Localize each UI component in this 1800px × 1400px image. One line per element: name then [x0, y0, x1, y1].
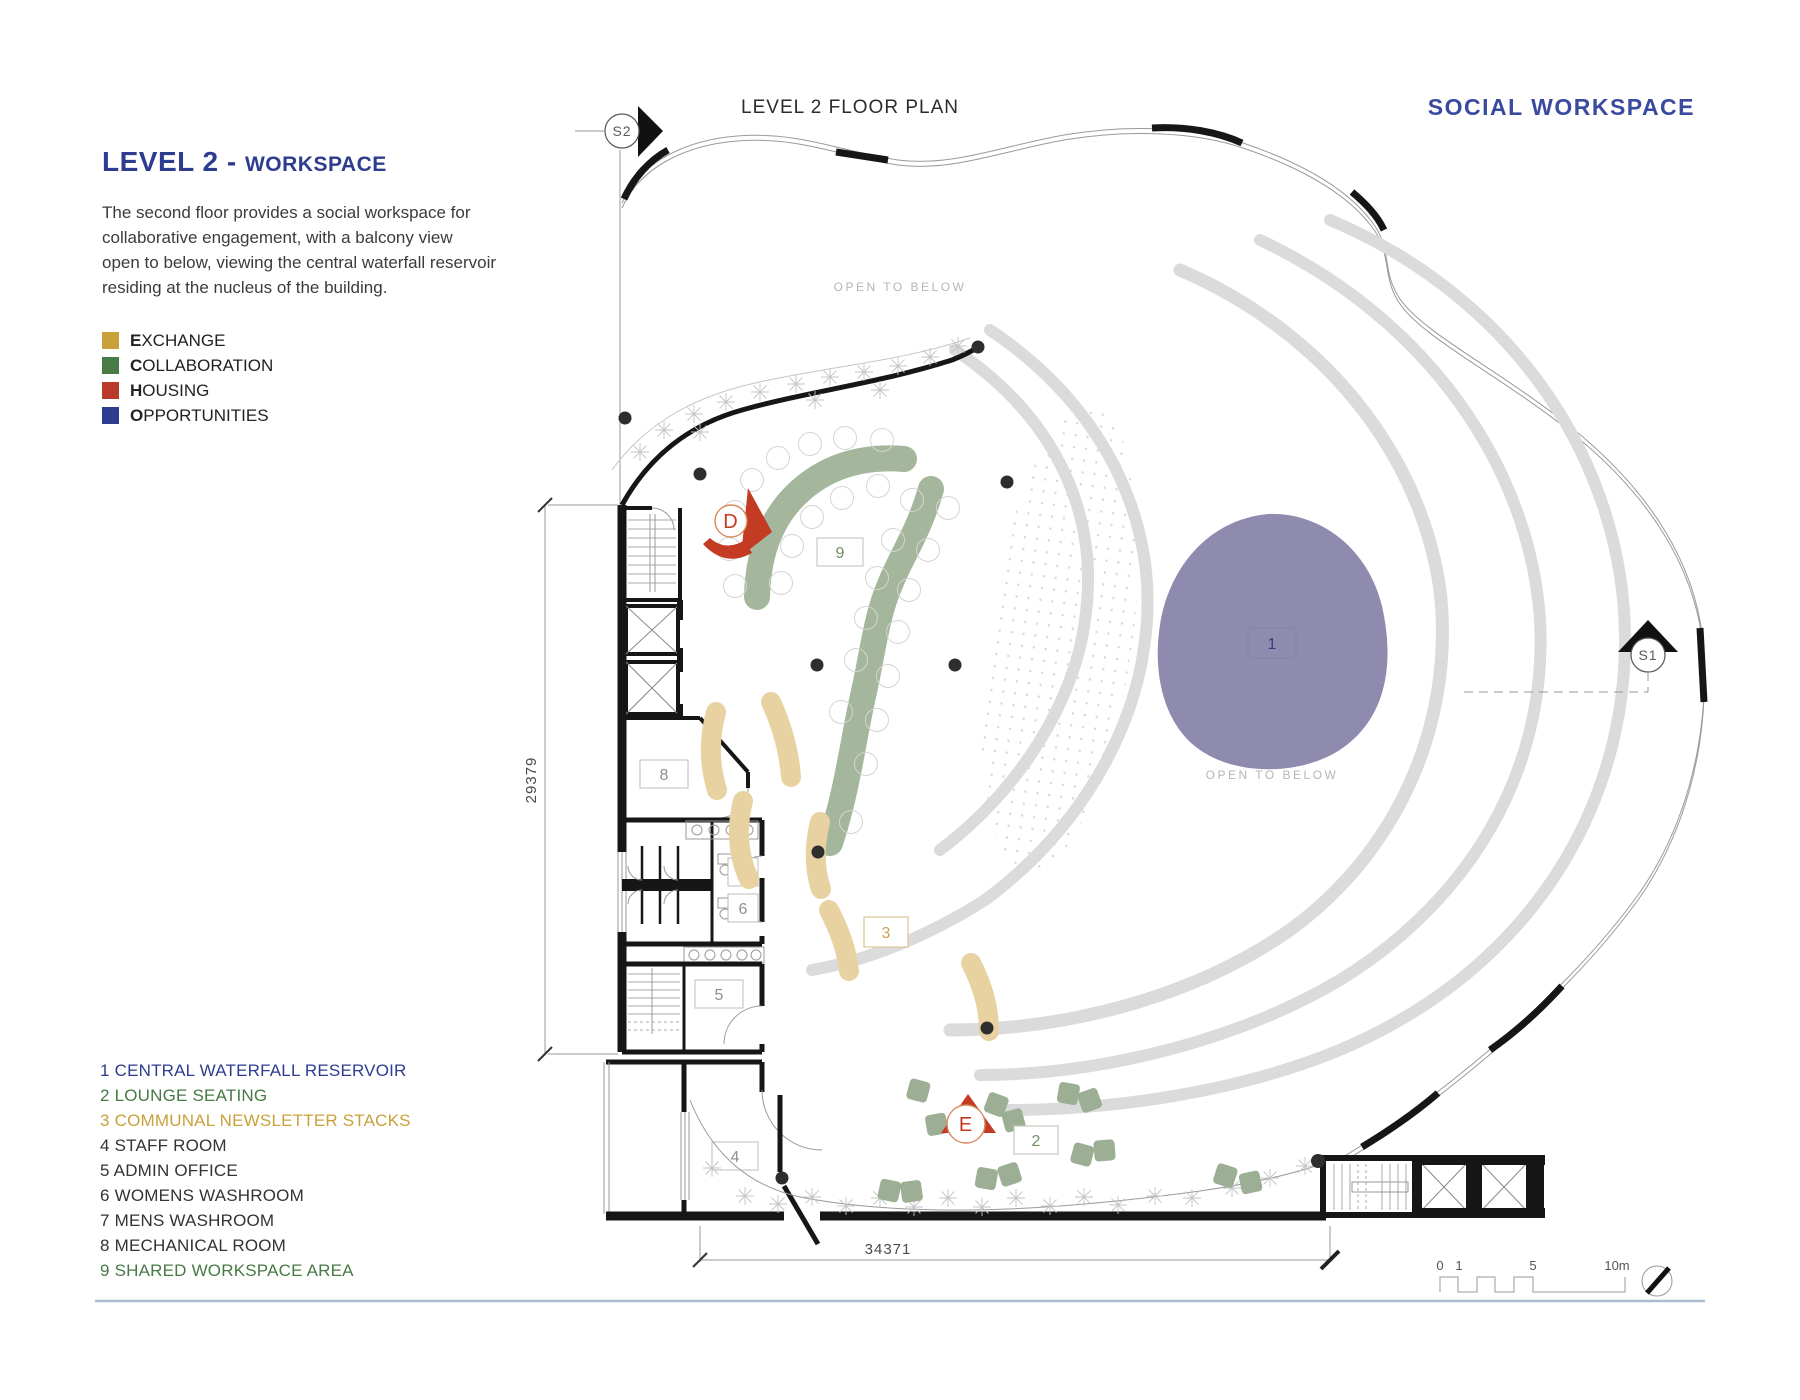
room-tag-2: 2 — [1031, 1133, 1041, 1150]
paragraph-line: collaborative engagement, with a balcony view — [102, 228, 453, 247]
dimension-vertical — [523, 498, 618, 1061]
room-key-item: 1 CENTRAL WATERFALL RESERVOIR — [100, 1061, 407, 1080]
marker-s2-label: S2 — [612, 123, 632, 139]
marker-s1-label: S1 — [1638, 647, 1658, 663]
central-waterfall-reservoir — [1158, 514, 1388, 782]
page-title: LEVEL 2 FLOOR PLAN — [741, 97, 959, 118]
panel-heading — [102, 146, 542, 178]
legend-item-collaboration: COLLABORATION — [102, 353, 542, 378]
collaboration-swatch — [102, 357, 119, 374]
legend-item-housing: HOUSING — [102, 378, 542, 403]
paragraph-line: residing at the nucleus of the building. — [102, 278, 388, 297]
marker-d-label: D — [723, 511, 739, 533]
open-to-below-label-center: OPEN TO BELOW — [1205, 768, 1339, 782]
room-key-item: 6 WOMENS WASHROOM — [100, 1186, 304, 1205]
description-paragraph — [102, 200, 542, 300]
legend — [102, 328, 542, 428]
paragraph-line: The second floor provides a social workspace for — [102, 203, 471, 222]
panel-heading-main: LEVEL 2 - — [102, 146, 245, 177]
dimension-horizontal — [693, 1226, 1339, 1269]
opportunities-swatch — [102, 407, 119, 424]
dim-width-label: 34371 — [864, 1241, 912, 1258]
scale-1: 1 — [1455, 1258, 1463, 1273]
open-to-below-label-top: OPEN TO BELOW — [833, 280, 967, 294]
legend-item-opportunities: OPPORTUNITIES — [102, 403, 542, 428]
room-tag-1: 1 — [1267, 636, 1277, 653]
room-key-item: 5 ADMIN OFFICE — [100, 1161, 238, 1180]
north-arrow-icon — [1642, 1266, 1672, 1296]
legend-item-exchange: EXCHANGE — [102, 328, 542, 353]
stair-top-left — [622, 508, 680, 600]
room-tag-7: 7 — [738, 865, 748, 882]
room-key-item: 4 STAFF ROOM — [100, 1136, 227, 1155]
scale-10m: 10m — [1604, 1258, 1630, 1273]
room-key-list — [100, 1058, 411, 1283]
room-key-item: 9 SHARED WORKSPACE AREA — [100, 1261, 354, 1280]
elevator-shafts-left — [626, 600, 680, 720]
room-admin-office — [622, 964, 762, 1052]
shared-workspace-desks — [718, 427, 960, 844]
room-tag-9: 9 — [835, 545, 845, 562]
room-key-item: 3 COMMUNAL NEWSLETTER STACKS — [100, 1111, 411, 1130]
room-tag-4: 4 — [730, 1149, 740, 1166]
scale-bar — [1436, 1258, 1672, 1296]
dim-height-label: 29379 — [523, 756, 540, 804]
structural-columns — [619, 341, 1326, 1185]
lounge-seating — [877, 1078, 1263, 1204]
room-key-item: 2 LOUNGE SEATING — [100, 1086, 268, 1105]
room-key-item: 7 MENS WASHROOM — [100, 1211, 275, 1230]
room-tag-6: 6 — [738, 901, 748, 918]
room-tag-3: 3 — [881, 925, 891, 942]
services-block — [604, 505, 822, 1244]
room-mechanical — [622, 718, 748, 818]
housing-swatch — [102, 382, 119, 399]
room-tag-5: 5 — [714, 987, 724, 1004]
scale-5: 5 — [1529, 1258, 1537, 1273]
room-tag-8: 8 — [659, 767, 669, 784]
stair-elevator-block-bottom — [1323, 1158, 1545, 1215]
info-panel — [102, 146, 542, 428]
panel-heading-sub: WORKSPACE — [244, 153, 387, 176]
marker-e-label: E — [958, 1114, 974, 1136]
scale-0: 0 — [1436, 1258, 1444, 1273]
marker-s1 — [1462, 620, 1678, 692]
sheet-title: SOCIAL WORKSPACE — [1427, 94, 1695, 120]
exchange-swatch — [102, 332, 119, 349]
paragraph-line: open to below, viewing the central waterfall reservoir — [102, 253, 497, 272]
room-key-item: 8 MECHANICAL ROOM — [100, 1236, 287, 1255]
